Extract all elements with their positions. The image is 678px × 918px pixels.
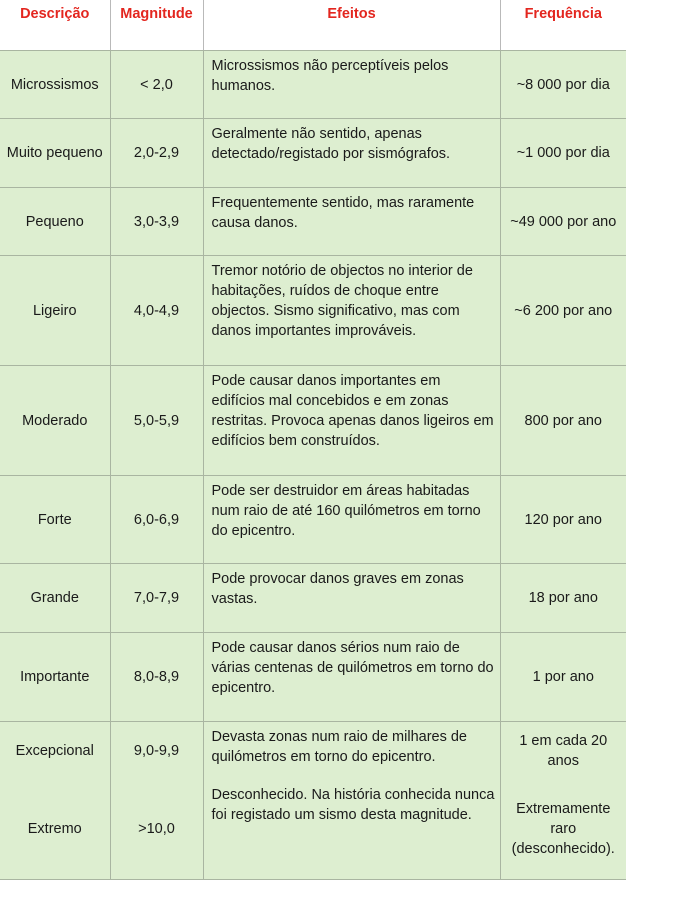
cell-magnitude: 4,0-4,9 xyxy=(110,256,203,366)
table-row xyxy=(0,366,626,476)
cell-frequencia: 800 por ano xyxy=(500,366,626,476)
cell-magnitude: 3,0-3,9 xyxy=(110,188,203,256)
cell-descricao: Importante xyxy=(0,633,110,722)
cell-efeitos: Pode causar danos importantes em edifícios mal concebidos e em zonas restritas. Provoca apenas danos ligeiros em edifícios bem construídos. xyxy=(203,366,500,476)
cell-frequencia: 18 por ano xyxy=(500,564,626,633)
cell-efeitos: Tremor notório de objectos no interior de habitações, ruídos de choque entre objectos. Sismo significativo, mas com danos importantes improváveis. xyxy=(203,256,500,366)
cell-frequencia: 1 por ano xyxy=(500,633,626,722)
cell-descricao: Extremo xyxy=(0,780,110,880)
cell-magnitude: 2,0-2,9 xyxy=(110,119,203,188)
cell-efeitos: Pode causar danos sérios num raio de várias centenas de quilómetros em torno do epicentro. xyxy=(203,633,500,722)
cell-frequencia: ~49 000 por ano xyxy=(500,188,626,256)
cell-descricao: Ligeiro xyxy=(0,256,110,366)
cell-descricao: Forte xyxy=(0,476,110,564)
cell-magnitude: 8,0-8,9 xyxy=(110,633,203,722)
cell-frequencia: ~1 000 por dia xyxy=(500,119,626,188)
cell-magnitude: 6,0-6,9 xyxy=(110,476,203,564)
cell-efeitos: Microssismos não perceptíveis pelos humanos. xyxy=(203,51,500,119)
table-row xyxy=(0,188,626,256)
cell-frequencia: ~6 200 por ano xyxy=(500,256,626,366)
cell-efeitos: Pode ser destruidor em áreas habitadas num raio de até 160 quilómetros em torno do epicentro. xyxy=(203,476,500,564)
table-row xyxy=(0,476,626,564)
cell-descricao: Microssismos xyxy=(0,51,110,119)
cell-efeitos: Frequentemente sentido, mas raramente causa danos. xyxy=(203,188,500,256)
cell-frequencia: ~8 000 por dia xyxy=(500,51,626,119)
cell-descricao: Moderado xyxy=(0,366,110,476)
cell-magnitude: 5,0-5,9 xyxy=(110,366,203,476)
cell-frequencia: Extremamente raro (desconhecido). xyxy=(500,780,626,880)
cell-descricao: Muito pequeno xyxy=(0,119,110,188)
cell-efeitos: Desconhecido. Na história conhecida nunca foi registado um sismo desta magnitude. xyxy=(203,780,500,880)
table-row xyxy=(0,722,626,780)
table-row xyxy=(0,119,626,188)
table-row xyxy=(0,51,626,119)
cell-magnitude: 7,0-7,9 xyxy=(110,564,203,633)
cell-magnitude: >10,0 xyxy=(110,780,203,880)
cell-magnitude: < 2,0 xyxy=(110,51,203,119)
cell-efeitos: Pode provocar danos graves em zonas vastas. xyxy=(203,564,500,633)
cell-efeitos: Devasta zonas num raio de milhares de quilómetros em torno do epicentro. xyxy=(203,722,500,780)
cell-descricao: Excepcional xyxy=(0,722,110,780)
table-row xyxy=(0,256,626,366)
table-row xyxy=(0,780,626,880)
cell-frequencia: 1 em cada 20 anos xyxy=(500,722,626,780)
header-frequencia: Frequência xyxy=(500,0,626,51)
cell-descricao: Pequeno xyxy=(0,188,110,256)
header-efeitos: Efeitos xyxy=(203,0,500,51)
table-row xyxy=(0,564,626,633)
cell-magnitude: 9,0-9,9 xyxy=(110,722,203,780)
header-magnitude: Magnitude xyxy=(110,0,203,51)
header-descricao: Descrição xyxy=(0,0,110,51)
cell-descricao: Grande xyxy=(0,564,110,633)
table-row xyxy=(0,633,626,722)
cell-frequencia: 120 por ano xyxy=(500,476,626,564)
cell-efeitos: Geralmente não sentido, apenas detectado/registado por sismógrafos. xyxy=(203,119,500,188)
header-row xyxy=(0,0,626,51)
